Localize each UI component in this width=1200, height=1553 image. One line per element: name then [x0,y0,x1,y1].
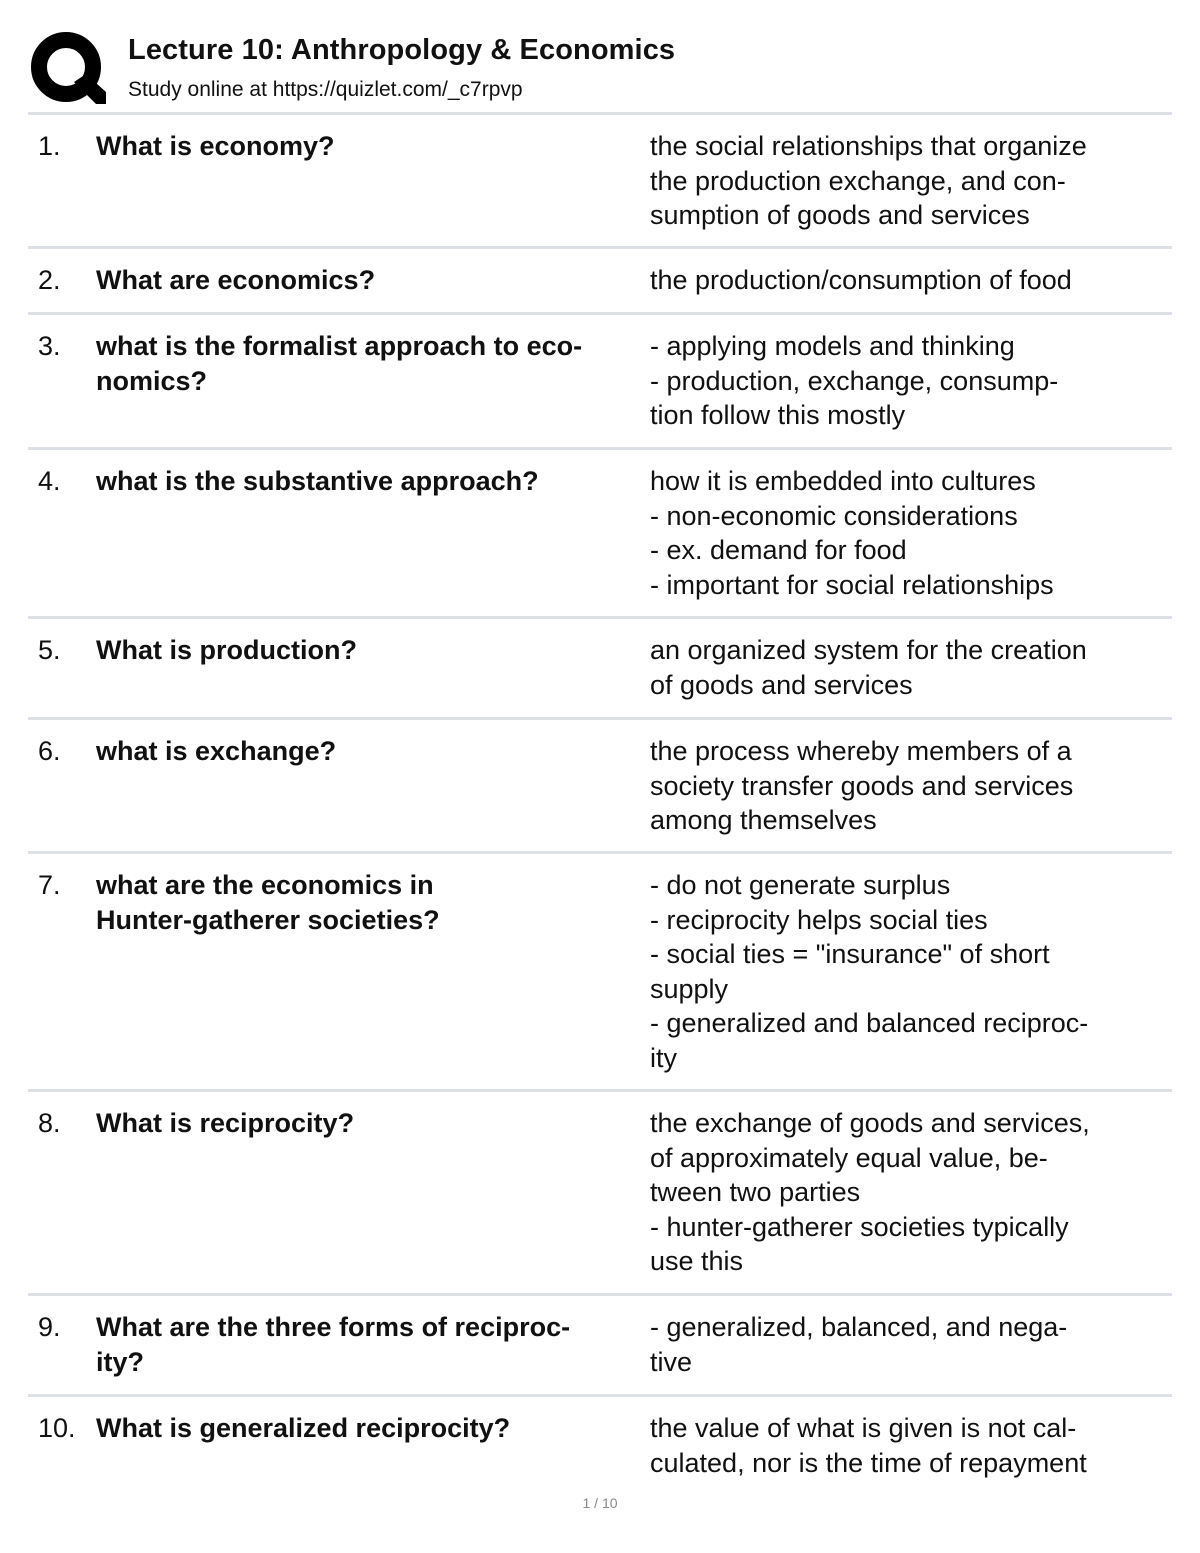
page-title: Lecture 10: Anthropology & Economics [128,34,676,66]
card-term: What are the three forms of reciproc- ity? [96,1312,571,1377]
card-number: 3. [38,331,61,361]
flashcard-row [28,246,1172,312]
card-term: what is exchange? [96,736,337,766]
card-number: 9. [38,1312,61,1342]
card-number: 8. [38,1108,61,1138]
card-definition: an organized system for the creation of goods and services [650,635,1087,700]
card-term: What is generalized reciprocity? [96,1413,511,1443]
card-definition: - generalized, balanced, and nega- tive [650,1312,1068,1377]
card-definition: the value of what is given is not cal- culated, nor is the time of repayment [650,1413,1087,1478]
page-indicator: 1 / 10 [582,1495,618,1511]
card-term: What is economy? [96,131,335,161]
flashcard-row [28,1394,1172,1484]
flashcard-row [28,1089,1172,1293]
card-definition: the process whereby members of a society transfer goods and services among themselves [650,736,1074,836]
card-term: what are the economics in Hunter-gatherer societies? [96,870,440,935]
flashcard-row [28,851,1172,1089]
card-term: What are economics? [96,265,376,295]
page-header [28,28,1172,112]
card-term: what is the substantive approach? [96,466,539,496]
card-number: 7. [38,870,61,900]
flashcard-row [28,717,1172,851]
flashcard-row [28,312,1172,447]
card-definition: - do not generate surplus - reciprocity helps social ties - social ties = "insurance" of short supply - generalized and balanced reciproc- ity [650,870,1089,1073]
flashcard-row [28,1293,1172,1394]
flashcard-list [28,112,1172,1484]
flashcard-row [28,112,1172,246]
card-definition: the social relationships that organize the production exchange, and con- sumption of goods and services [650,131,1087,231]
card-term: What is production? [96,635,357,665]
study-online-link[interactable]: Study online at https://quizlet.com/_c7rpvp [128,78,523,101]
flashcard-row [28,447,1172,616]
card-definition: how it is embedded into cultures - non-economic considerations - ex. demand for food - important for social relationships [650,466,1054,600]
card-number: 4. [38,466,61,496]
flashcard-row [28,616,1172,717]
quizlet-logo-icon [30,30,106,106]
card-definition: the production/consumption of food [650,265,1072,295]
card-term: What is reciprocity? [96,1108,355,1138]
card-number: 5. [38,635,61,665]
card-term: what is the formalist approach to eco- nomics? [96,331,583,396]
card-number: 10. [38,1413,76,1443]
card-definition: - applying models and thinking - production, exchange, consump- tion follow this mostly [650,331,1059,431]
card-number: 6. [38,736,61,766]
card-number: 2. [38,265,61,295]
card-definition: the exchange of goods and services, of approximately equal value, be- tween two parties - hunter-gatherer societies typically use this [650,1108,1090,1277]
card-number: 1. [38,131,61,161]
